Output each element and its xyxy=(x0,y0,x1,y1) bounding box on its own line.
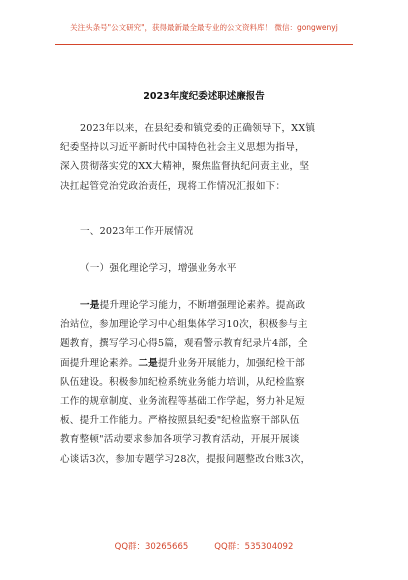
intro-line: 2023年以来，在县纪委和镇党委的正确领导下，XX镇 xyxy=(80,123,316,134)
intro-line: 深入贯彻落实党的XX大精神，聚焦监督执纪问责主业，坚 xyxy=(60,161,310,173)
subsection-heading-1 xyxy=(60,259,352,278)
qq-group-2: QQ群：535304092 xyxy=(214,542,294,552)
intro-line: 决扛起管党治党政治责任，现将工作情况汇报如下： xyxy=(60,180,286,192)
paragraph-line: 板、提升工作能力。严格按照县纪委"纪检监察干部队伍 xyxy=(60,415,300,427)
paragraph-line: 治站位，参加理论学习中心组集体学习10次，积极参与主 xyxy=(60,319,308,331)
document-title: 2023年度纪委述职述廉报告 xyxy=(143,91,265,102)
header-divider xyxy=(55,44,353,45)
intro-paragraph xyxy=(60,119,352,196)
paragraph-line xyxy=(60,354,352,373)
promo-footer xyxy=(0,540,408,552)
paragraph-text: 面提升理论素养。 xyxy=(60,357,139,369)
paragraph-line: 工作的规章制度、业务流程等基础工作学起，努力补足短 xyxy=(60,396,305,408)
paragraph-line: 心谈话3次，参加专题学习28次，提报问题整改台账3次， xyxy=(60,453,311,465)
paragraph-line: 题教育，撰写学习心得5篇，观看警示教育纪录片4部，全 xyxy=(60,338,308,350)
promo-header: 关注头条号"公文研究"，获得最新最全最专业的公文资料库！ 微信：gongwenyj xyxy=(70,23,338,32)
paragraph-text: 提升业务开展能力，加强纪检干部 xyxy=(157,357,305,369)
body-paragraph xyxy=(60,296,352,469)
subsection-heading-text: （一）强化理论学习，增强业务水平 xyxy=(80,263,237,274)
paragraph-line xyxy=(60,296,352,315)
paragraph-text: 提升理论学习能力，不断增强理论素养。提高政 xyxy=(99,300,306,311)
paragraph-line: 教育整顿"活动要求参加各项学习教育活动，开展开展谈 xyxy=(60,434,300,446)
bold-lead: 二是 xyxy=(138,357,158,369)
intro-line: 纪委坚持以习近平新时代中国特色社会主义思想为指导， xyxy=(60,142,305,154)
section-heading-text: 一、2023年工作开展情况 xyxy=(80,226,194,237)
section-heading-1 xyxy=(60,222,352,241)
bold-lead: 一是 xyxy=(80,300,100,311)
qq-group-1: QQ群：30265665 xyxy=(114,542,189,552)
paragraph-line: 队伍建设。积极参加纪检系统业务能力培训，从纪检监察 xyxy=(60,376,305,388)
